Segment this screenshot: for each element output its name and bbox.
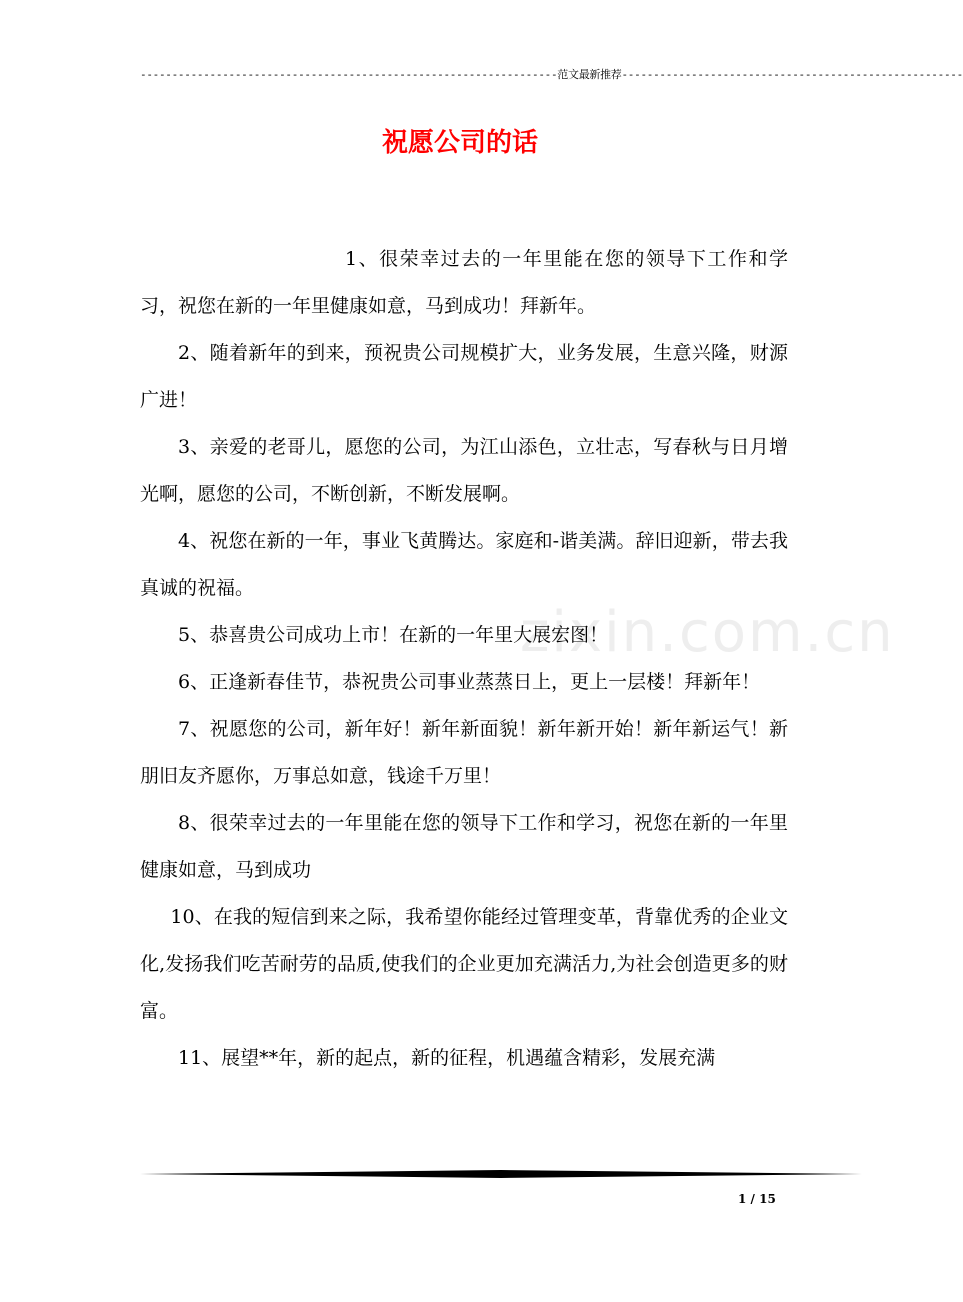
document-body (140, 236, 788, 1082)
paragraph-8: 8、很荣幸过去的一年里能在您的领导下工作和学习，祝您在新的一年里健康如意，马到成功 (140, 812, 788, 881)
paragraph-3: 3、亲爱的老哥儿，愿您的公司，为江山添色，立壮志，写春秋与日月增光啊，愿您的公司，不断创新，不断发展啊。 (140, 436, 788, 505)
footer-rule (140, 1170, 862, 1178)
document-title: 祝愿公司的话 (381, 128, 538, 158)
paragraph-10: 10、在我的短信到来之际，我希望你能经过管理变革，背靠优秀的企业文化,发扬我们吃苦耐劳的品质,使我们的企业更加充满活力,为社会创造更多的财富。 (140, 906, 788, 1022)
paragraph-7: 7、祝愿您的公司，新年好！新年新面貌！新年新开始！新年新运气！新朋旧友齐愿你，万事总如意，钱途千万里！ (140, 718, 788, 787)
paragraph-2: 2、随着新年的到来，预祝贵公司规模扩大，业务发展，生意兴隆，财源广进！ (140, 342, 788, 411)
paragraph-1: 1、很荣幸过去的一年里能在您的领导下工作和学习，祝您在新的一年里健康如意，马到成功！拜新年。 (140, 248, 788, 317)
header-banner: ------------------------------------------------------------------范文最新推荐------------------------------------------------------ (140, 68, 963, 81)
paragraph-5: 5、恭喜贵公司成功上市！在新的一年里大展宏图！ (178, 624, 609, 646)
paragraph-6: 6、正逢新春佳节，恭祝贵公司事业蒸蒸日上，更上一层楼！拜新年！ (178, 671, 761, 693)
watermark: zixin.com.cn (520, 600, 895, 665)
paragraph-11: 11、展望**年，新的起点，新的征程，机遇蕴含精彩，发展充满 (178, 1047, 716, 1069)
paragraph-4: 4、祝您在新的一年，事业飞黄腾达。家庭和-谐美满。辞旧迎新，带去我真诚的祝福。 (140, 530, 788, 599)
page-number: 1 / 15 (738, 1192, 776, 1206)
